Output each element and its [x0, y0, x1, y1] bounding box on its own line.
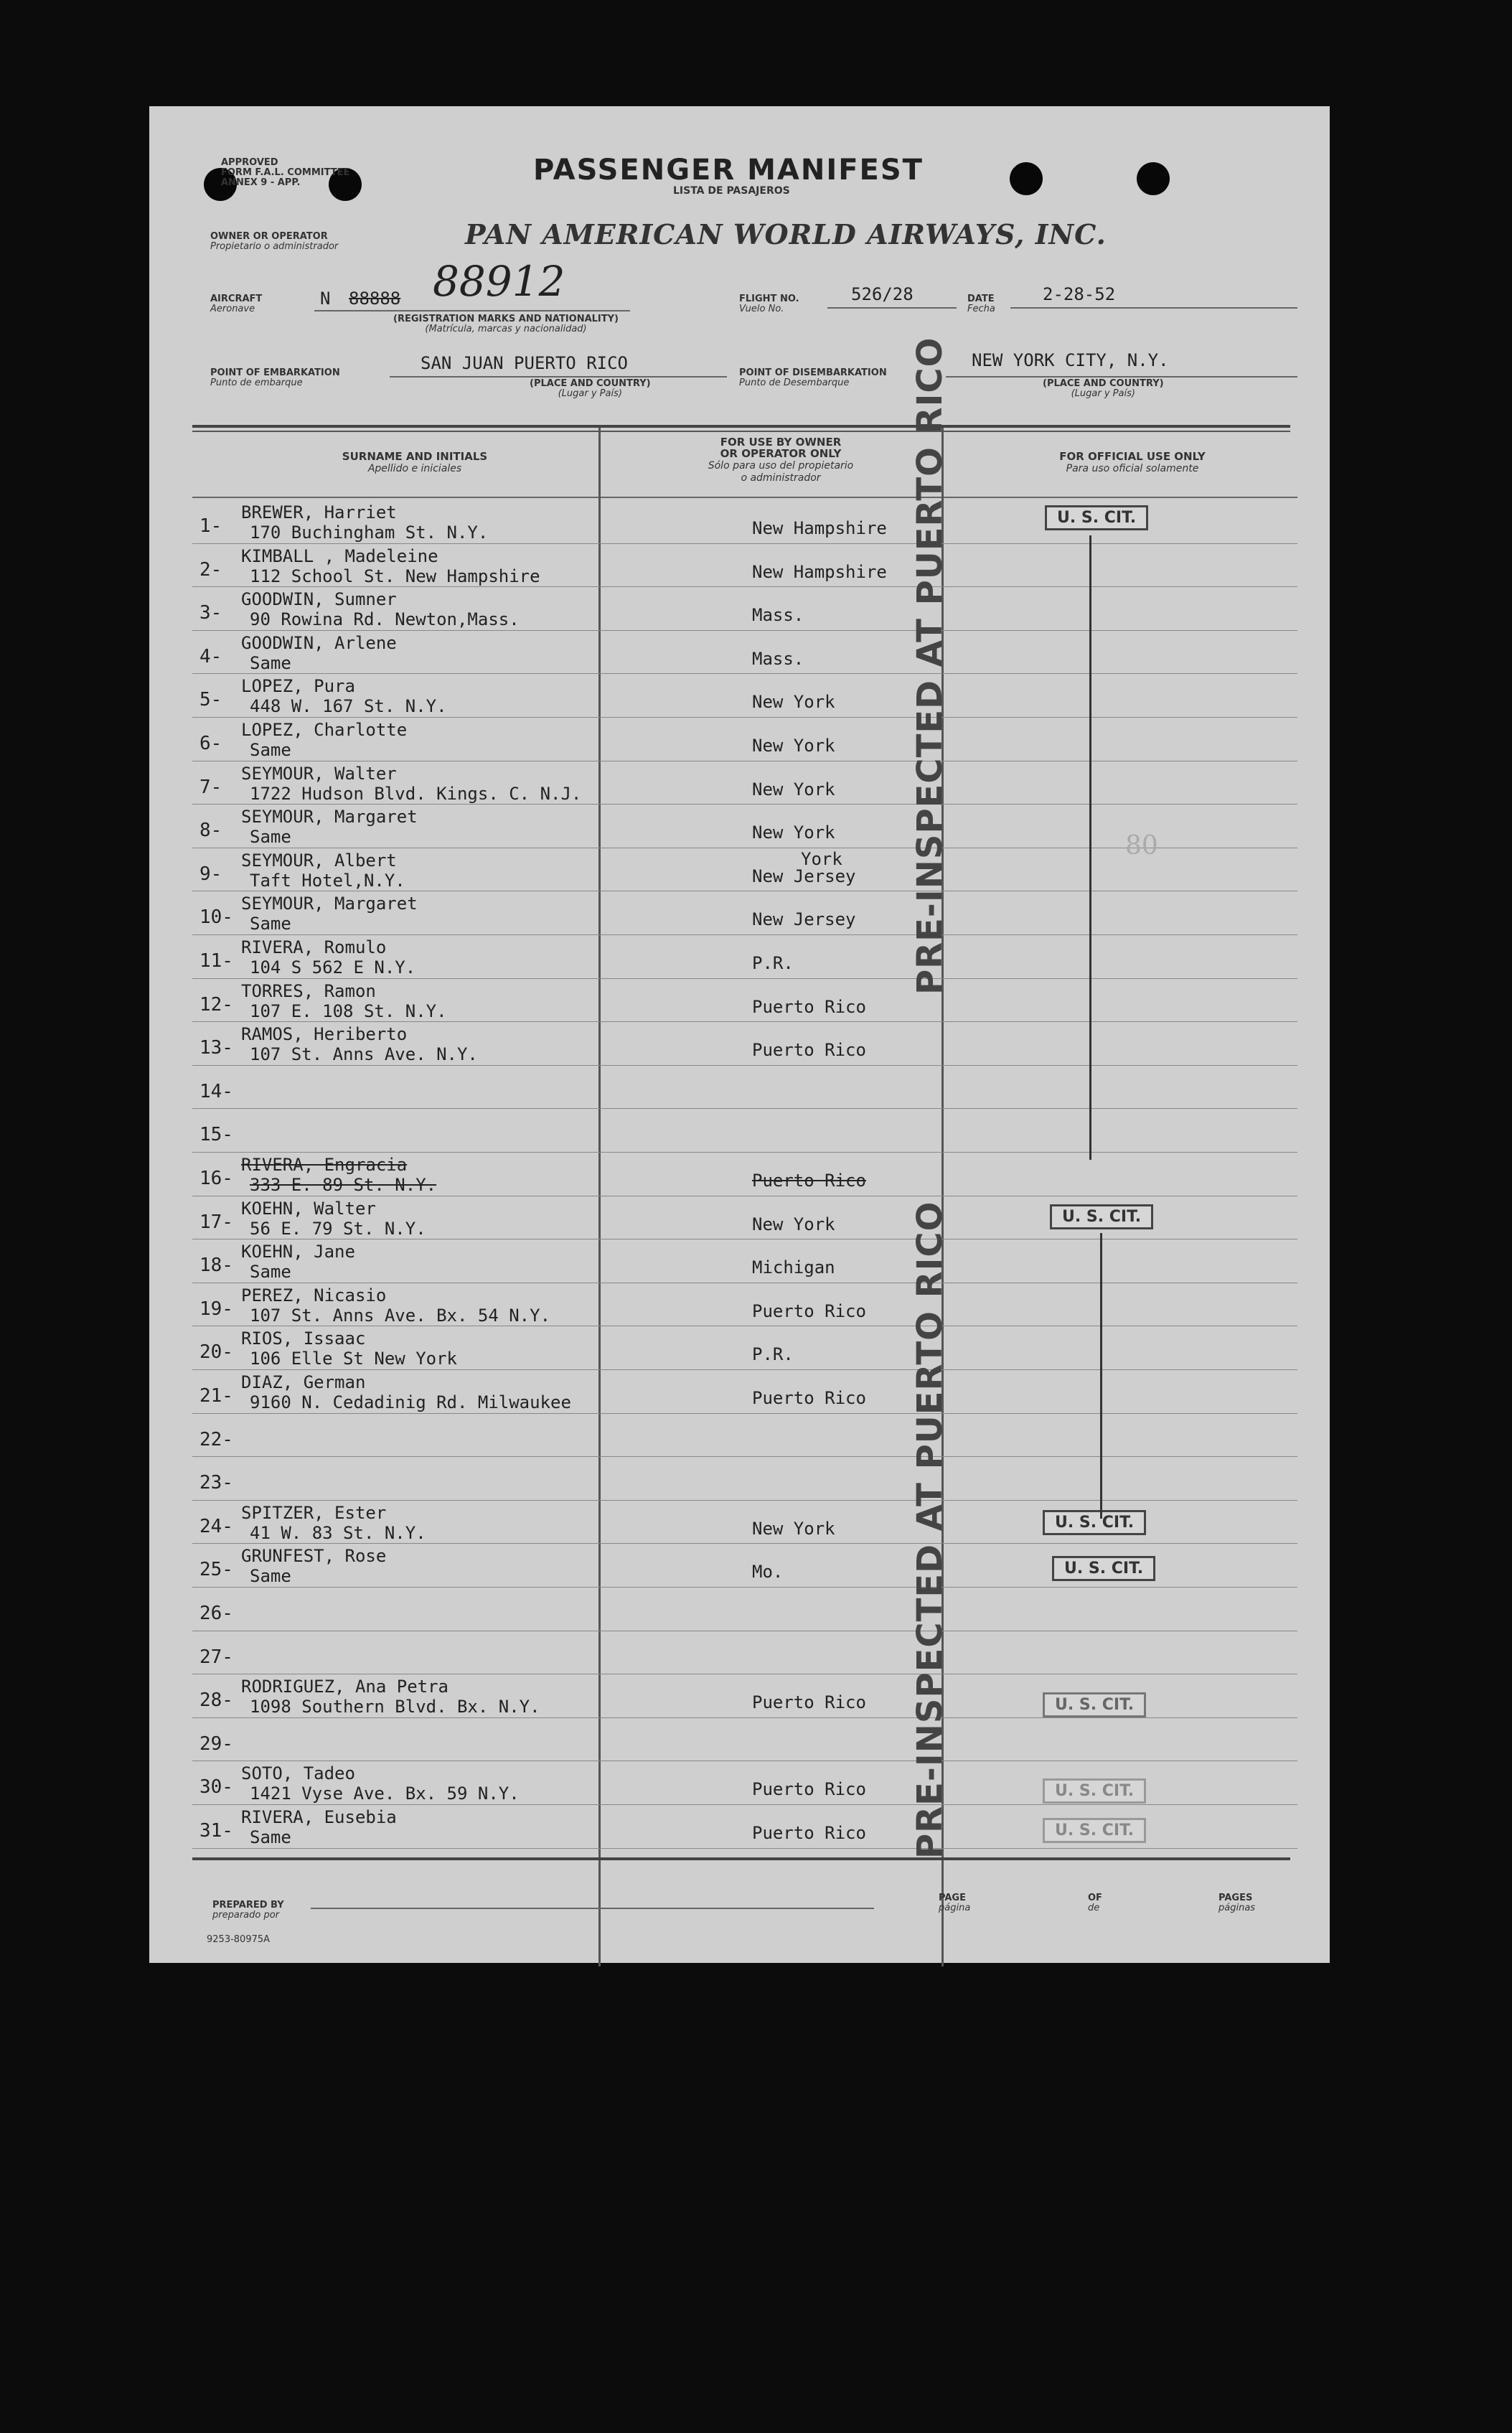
row-number: 16- — [199, 1168, 233, 1189]
owner-label: OWNER OR OPERATOR Propietario o administrador — [210, 231, 339, 252]
preinspected-stamp-upper: PRE-INSPECTED AT PUERTO RICO — [910, 337, 950, 995]
passenger-name: SPITZER, Ester — [241, 1502, 387, 1523]
table-top-rule-2 — [192, 431, 1290, 432]
faint-pencil-mark: 80 — [1125, 831, 1158, 861]
prepared-by-line — [311, 1908, 874, 1909]
passenger-residence: New York — [752, 1214, 835, 1234]
disembarkation-label: POINT OF DISEMBARKATION Punto de Desembarque — [739, 367, 887, 388]
date-underline — [1010, 307, 1297, 309]
passenger-residence: New York — [752, 1518, 835, 1539]
owner-column-header: FOR USE BY OWNER OR OPERATOR ONLY Sólo para uso del propietario o administrador — [708, 436, 854, 484]
passenger-address: 104 S 562 E N.Y. — [250, 957, 416, 978]
passenger-name: SEYMOUR, Margaret — [241, 807, 418, 828]
passenger-address: 333 E. 89 St. N.Y. — [250, 1175, 437, 1195]
check-bracket — [1100, 1233, 1102, 1519]
us-cit-stamp: U. S. CIT. — [1043, 1510, 1146, 1535]
aircraft-note: (REGISTRATION MARKS AND NATIONALITY) (Matrícula, marcas y nacionalidad) — [393, 314, 619, 334]
date-label: DATE Fecha — [967, 294, 995, 314]
row-number: 13- — [199, 1037, 233, 1059]
passenger-name: RIVERA, Engracia — [241, 1155, 408, 1175]
passenger-address: 9160 N. Cedadinig Rd. Milwaukee — [250, 1392, 571, 1412]
punch-hole — [1137, 162, 1170, 195]
passenger-residence: Puerto Rico — [752, 996, 866, 1017]
passenger-name: LOPEZ, Pura — [241, 676, 355, 697]
airline-name: PAN AMERICAN WORLD AIRWAYS, INC. — [465, 218, 1107, 250]
row-rule — [192, 1543, 1297, 1544]
passenger-residence: New Hampshire — [752, 518, 887, 538]
passenger-address: 107 E. 108 St. N.Y. — [250, 1000, 447, 1021]
passenger-residence: Puerto Rico — [752, 1040, 866, 1061]
passenger-address: 56 E. 79 St. N.Y. — [250, 1218, 426, 1239]
passenger-residence: New York — [752, 736, 835, 756]
row-number: 3- — [199, 602, 222, 624]
passenger-name: GOODWIN, Arlene — [241, 632, 397, 653]
row-number: 19- — [199, 1298, 233, 1320]
passenger-address: Same — [250, 1566, 291, 1587]
passenger-name: SEYMOUR, Walter — [241, 763, 397, 784]
pages-label: PAGES páginas — [1218, 1893, 1256, 1913]
row-number: 1- — [199, 515, 222, 537]
passenger-address: Taft Hotel,N.Y. — [250, 870, 405, 891]
row-rule — [192, 1108, 1297, 1109]
us-cit-stamp: U. S. CIT. — [1043, 1778, 1146, 1804]
passenger-residence: Mass. — [752, 605, 804, 626]
flight-label: FLIGHT NO. Vuelo No. — [739, 294, 799, 314]
official-column-header: FOR OFFICIAL USE ONLY Para uso oficial solamente — [1059, 450, 1206, 474]
row-number: 4- — [199, 645, 222, 667]
prepared-by-label: PREPARED BY preparado por — [212, 1900, 284, 1921]
row-rule — [192, 673, 1297, 674]
row-rule — [192, 1369, 1297, 1370]
row-number: 30- — [199, 1776, 233, 1799]
us-cit-stamp: U. S. CIT. — [1052, 1556, 1155, 1581]
passenger-name: GRUNFEST, Rose — [241, 1546, 387, 1567]
name-column-header: SURNAME AND INITIALS Apellido e iniciales — [342, 450, 488, 474]
row-number: 9- — [199, 863, 222, 885]
passenger-name: DIAZ, German — [241, 1372, 366, 1392]
row-rule — [192, 717, 1297, 718]
row-number: 24- — [199, 1515, 233, 1537]
us-cit-stamp: U. S. CIT. — [1043, 1818, 1146, 1843]
embarkation-label: POINT OF EMBARKATION Punto de embarque — [210, 367, 340, 388]
embarkation-note: (PLACE AND COUNTRY) (Lugar y País) — [530, 378, 651, 399]
aircraft-handwritten-number: 88912 — [433, 257, 565, 306]
passenger-address: 448 W. 167 St. N.Y. — [250, 696, 447, 717]
row-number: 20- — [199, 1341, 233, 1364]
passenger-name: BREWER, Harriet — [241, 502, 397, 522]
punch-hole — [1010, 162, 1043, 195]
passenger-residence: Mass. — [752, 648, 804, 669]
row-number: 31- — [199, 1820, 233, 1842]
row-number: 5- — [199, 689, 222, 711]
flight-number: 526/28 — [851, 284, 914, 304]
page-label: PAGE página — [939, 1893, 971, 1913]
passenger-address: Same — [250, 827, 291, 848]
page-title: PASSENGER MANIFEST — [533, 154, 924, 187]
flight-underline — [827, 307, 957, 309]
table-top-rule — [192, 425, 1290, 428]
us-cit-stamp: U. S. CIT. — [1043, 1692, 1146, 1717]
passenger-residence: Puerto Rico — [752, 1823, 866, 1843]
preinspected-stamp-lower: PRE-INSPECTED AT PUERTO RICO — [910, 1201, 950, 1859]
passenger-residence: New Jersey — [752, 909, 856, 930]
passenger-address: 112 School St. New Hampshire — [250, 566, 540, 586]
passenger-name: RODRIGUEZ, Ana Petra — [241, 1677, 449, 1697]
passenger-name: RAMOS, Heriberto — [241, 1024, 408, 1045]
passenger-address: 90 Rowina Rd. Newton,Mass. — [250, 609, 520, 630]
row-number: 11- — [199, 950, 233, 972]
form-number: 9253-80975A — [207, 1934, 271, 1945]
passenger-address: 106 Elle St New York — [250, 1349, 457, 1369]
row-rule — [192, 543, 1297, 544]
aircraft-label: AIRCRAFT Aeronave — [210, 294, 263, 314]
passenger-name: KIMBALL , Madeleine — [241, 545, 438, 566]
disembarkation-value: NEW YORK CITY, N.Y. — [972, 350, 1169, 370]
check-bracket — [1089, 535, 1091, 1160]
row-number: 25- — [199, 1559, 233, 1581]
us-cit-stamp: U. S. CIT. — [1050, 1204, 1153, 1229]
row-rule — [192, 1456, 1297, 1457]
row-rule — [192, 804, 1297, 805]
row-number: 7- — [199, 776, 222, 798]
passenger-address: 170 Buchingham St. N.Y. — [250, 522, 489, 543]
passenger-residence: New Jersey — [752, 866, 856, 886]
passenger-address: 1421 Vyse Ave. Bx. 59 N.Y. — [250, 1783, 520, 1804]
aircraft-prefix: N — [320, 289, 331, 309]
row-number: 18- — [199, 1255, 233, 1277]
passenger-address: Same — [250, 1827, 291, 1847]
passenger-address: 1098 Southern Blvd. Bx. N.Y. — [250, 1697, 540, 1717]
row-number: 10- — [199, 906, 233, 929]
passenger-residence: Puerto Rico — [752, 1388, 866, 1408]
manifest-sheet — [149, 106, 1330, 1963]
row-number: 12- — [199, 993, 233, 1016]
embarkation-underline — [390, 376, 727, 378]
passenger-address: 41 W. 83 St. N.Y. — [250, 1522, 426, 1543]
row-number: 2- — [199, 558, 222, 581]
row-number: 23- — [199, 1472, 233, 1494]
passenger-name: SEYMOUR, Albert — [241, 850, 397, 871]
passenger-address: Same — [250, 914, 291, 934]
passenger-residence: Michigan — [752, 1257, 835, 1278]
passenger-name: PEREZ, Nicasio — [241, 1285, 387, 1305]
passenger-name: RIVERA, Romulo — [241, 937, 387, 957]
passenger-name: KOEHN, Jane — [241, 1242, 355, 1262]
passenger-address: Same — [250, 1262, 291, 1283]
passenger-name: RIOS, Issaac — [241, 1328, 366, 1349]
row-rule — [192, 1152, 1297, 1153]
row-number: 28- — [199, 1689, 233, 1712]
row-number: 29- — [199, 1733, 233, 1755]
passenger-name: RIVERA, Eusebia — [241, 1807, 397, 1827]
row-number: 22- — [199, 1428, 233, 1450]
passenger-name: SOTO, Tadeo — [241, 1763, 355, 1784]
column-divider-1 — [598, 428, 601, 1966]
row-number: 6- — [199, 733, 222, 754]
aircraft-underline — [314, 310, 630, 311]
row-rule — [192, 1065, 1297, 1066]
passenger-name: SEYMOUR, Margaret — [241, 894, 418, 914]
passenger-residence: P.R. — [752, 953, 794, 973]
passenger-name: TORRES, Ramon — [241, 980, 376, 1001]
passenger-residence: P.R. — [752, 1344, 794, 1365]
passenger-state-correction: York — [801, 848, 842, 869]
row-number: 17- — [199, 1211, 233, 1233]
row-number: 27- — [199, 1646, 233, 1668]
approved-note: APPROVED FORM F.A.L. COMMITTEE ANNEX 9 - APP. — [221, 157, 350, 188]
row-rule — [192, 630, 1297, 631]
passenger-name: LOPEZ, Charlotte — [241, 720, 408, 740]
passenger-residence: Puerto Rico — [752, 1692, 866, 1713]
passenger-address: Same — [250, 652, 291, 673]
row-rule — [192, 1500, 1297, 1501]
row-rule — [192, 586, 1297, 587]
us-cit-stamp: U. S. CIT. — [1045, 505, 1148, 530]
page-subtitle: LISTA DE PASAJEROS — [673, 185, 790, 197]
row-rule — [192, 1413, 1297, 1414]
passenger-residence: New Hampshire — [752, 561, 887, 582]
passenger-address: Same — [250, 740, 291, 760]
passenger-address: 107 St. Anns Ave. N.Y. — [250, 1044, 478, 1065]
row-rule — [192, 1587, 1297, 1588]
row-number: 15- — [199, 1124, 233, 1146]
header-bottom-rule — [192, 497, 1297, 498]
row-number: 14- — [199, 1080, 233, 1102]
passenger-residence: Puerto Rico — [752, 1171, 866, 1191]
row-rule — [192, 978, 1297, 979]
aircraft-struck-number: 88888 — [349, 289, 401, 309]
passenger-residence: Mo. — [752, 1562, 784, 1583]
row-rule — [192, 1848, 1297, 1849]
row-number: 26- — [199, 1603, 233, 1624]
passenger-residence: New York — [752, 692, 835, 713]
row-number: 8- — [199, 820, 222, 842]
passenger-address: 1722 Hudson Blvd. Kings. C. N.J. — [250, 783, 582, 804]
passenger-name: GOODWIN, Sumner — [241, 589, 397, 610]
row-rule — [192, 1804, 1297, 1805]
of-label: OF de — [1088, 1893, 1102, 1913]
passenger-residence: New York — [752, 779, 835, 800]
row-rule — [192, 934, 1297, 935]
row-rule — [192, 1021, 1297, 1022]
disembarkation-underline — [946, 376, 1297, 378]
row-number: 21- — [199, 1385, 233, 1407]
passenger-name: KOEHN, Walter — [241, 1198, 376, 1219]
disembarkation-note: (PLACE AND COUNTRY) (Lugar y País) — [1043, 378, 1164, 399]
passenger-address: 107 St. Anns Ave. Bx. 54 N.Y. — [250, 1305, 551, 1326]
embarkation-value: SAN JUAN PUERTO RICO — [421, 353, 628, 373]
date-value: 2-28-52 — [1043, 284, 1116, 304]
table-bottom-rule — [192, 1857, 1290, 1860]
passenger-residence: Puerto Rico — [752, 1779, 866, 1800]
passenger-residence: New York — [752, 822, 835, 843]
passenger-residence: Puerto Rico — [752, 1300, 866, 1321]
